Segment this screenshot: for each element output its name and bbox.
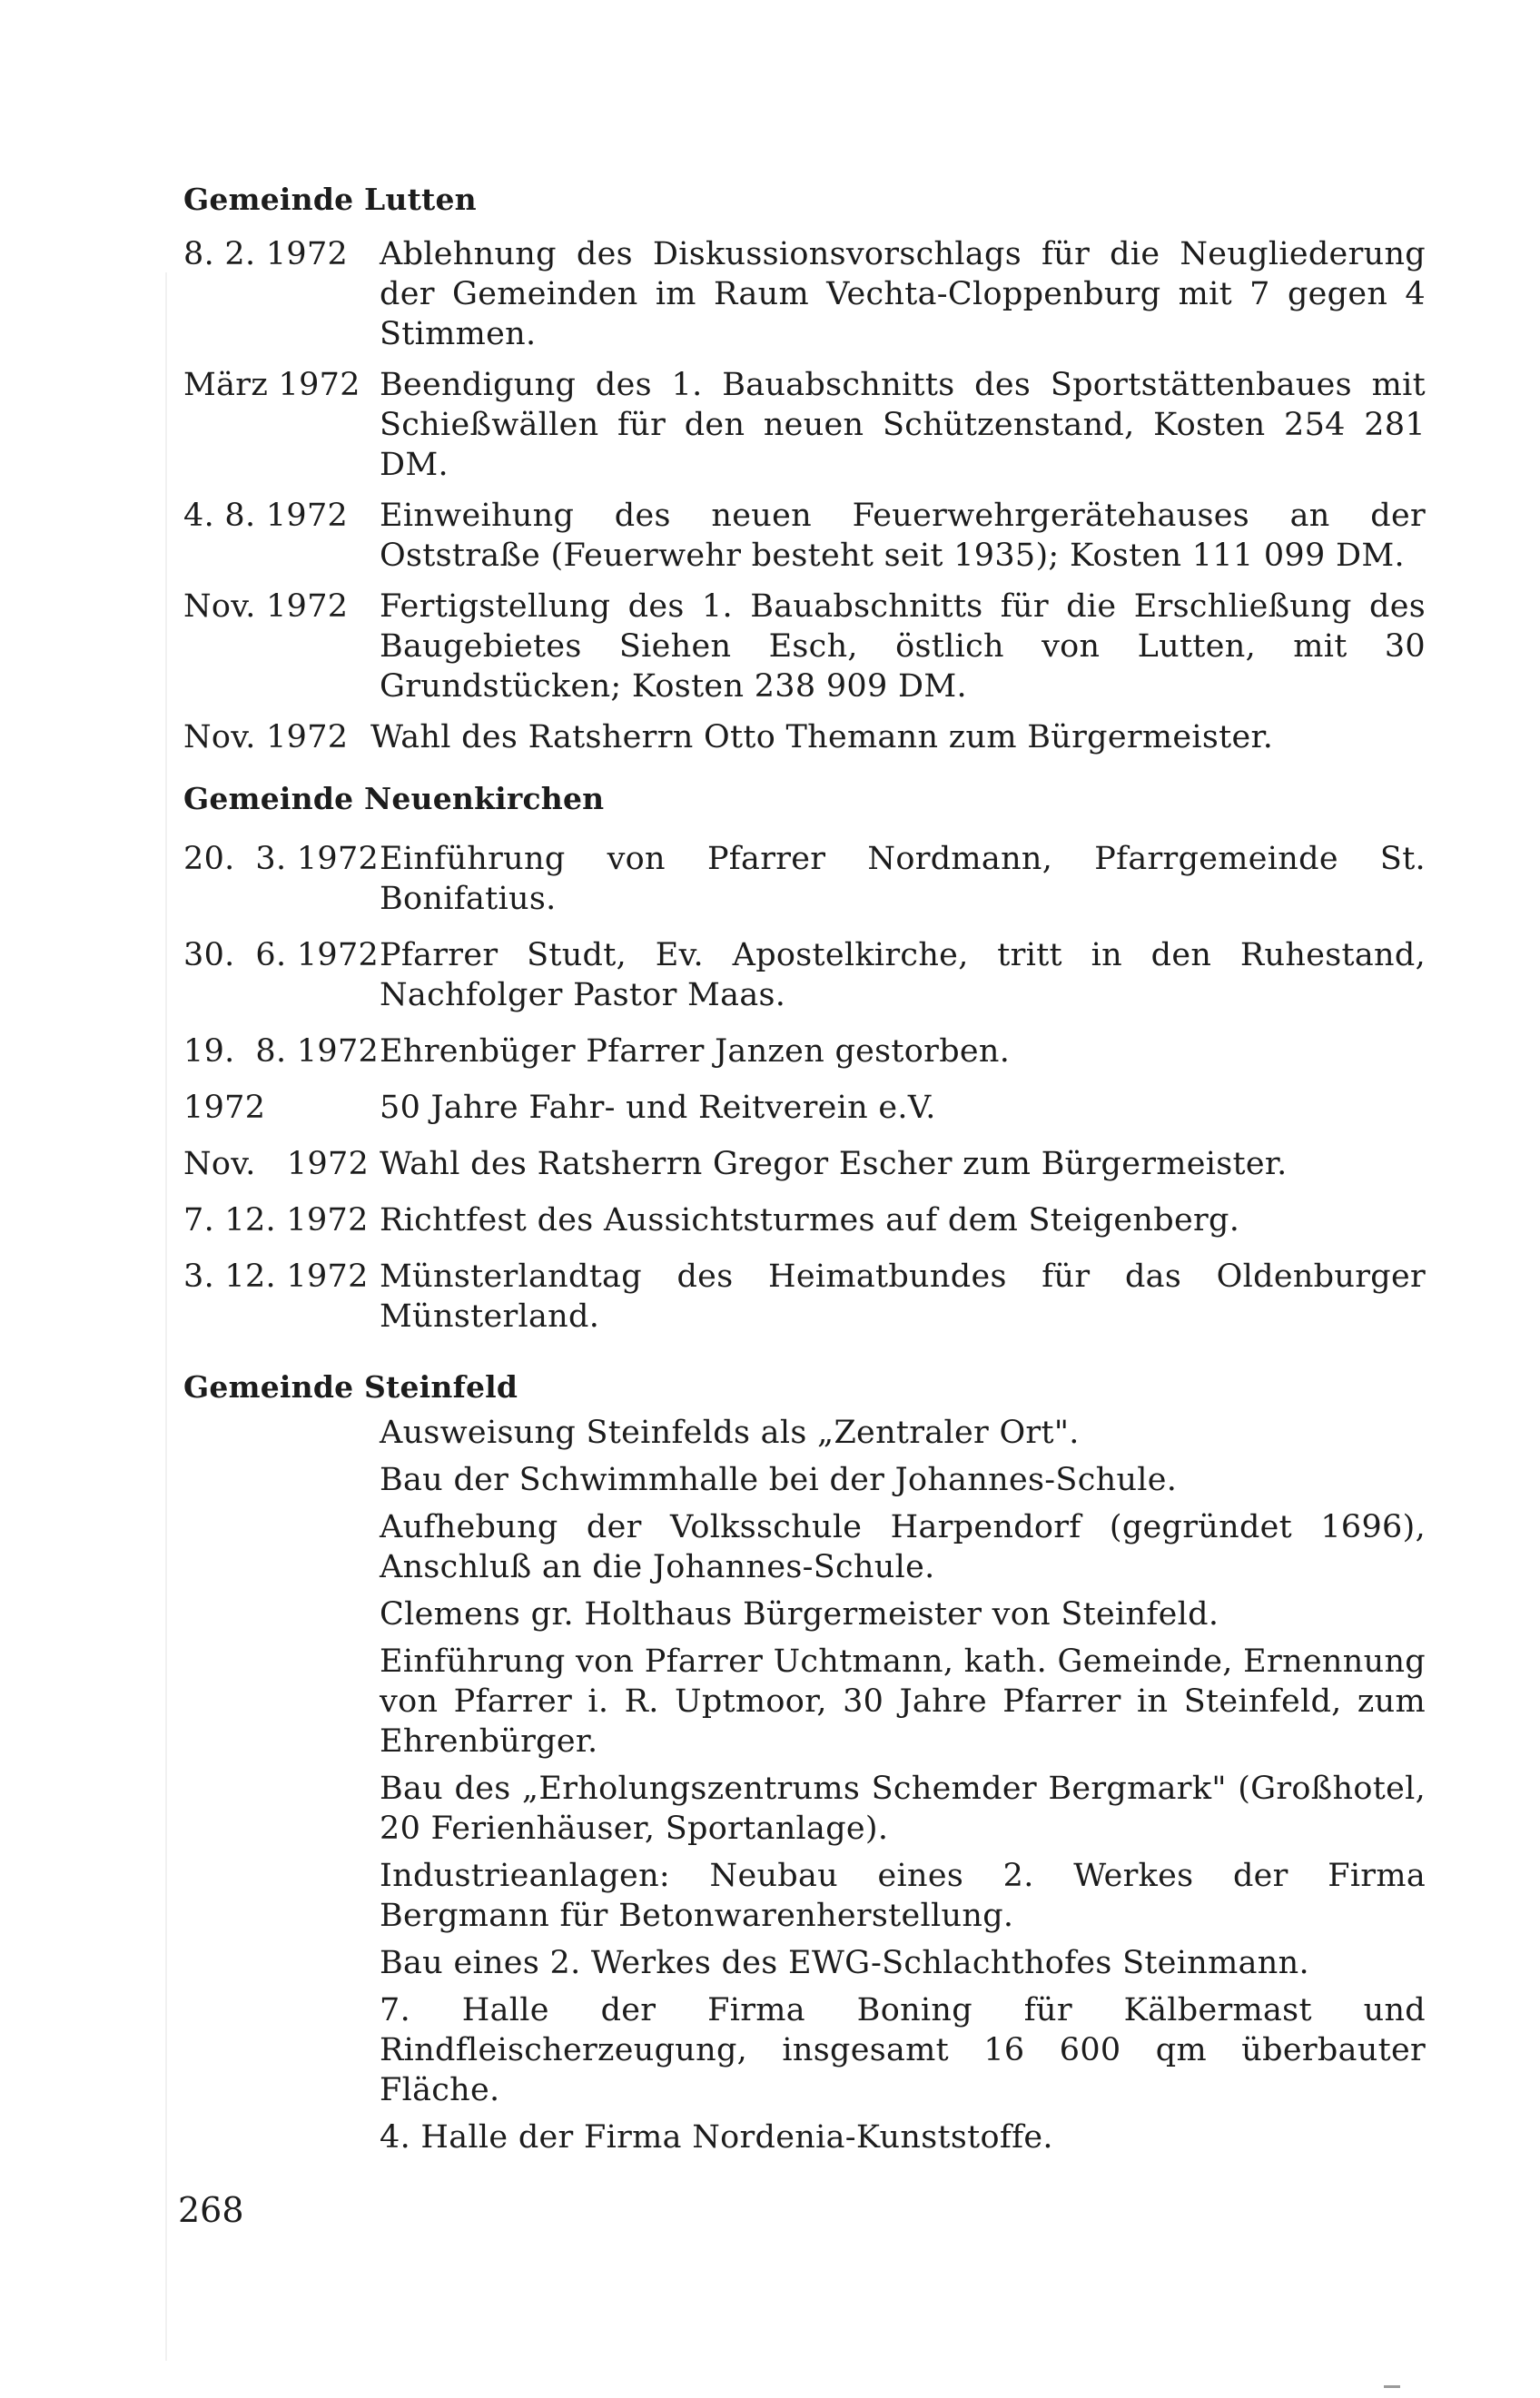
chronicle-entry bbox=[183, 2117, 1426, 2157]
entry-text: Einführung von Pfarrer Nordmann, Pfarrgemeinde St. Bonifatius. bbox=[380, 841, 1426, 917]
chronicle-entry bbox=[183, 717, 1426, 757]
entry-text: Bau der Schwimmhalle bei der Johannes-Schule. bbox=[380, 1462, 1178, 1498]
entry-text: Industrieanlagen: Neubau eines 2. Werkes der Firma Bergmann für Betonwarenherstellung. bbox=[380, 1858, 1426, 1934]
entry-date: 20. 3. 1972 bbox=[183, 841, 380, 877]
entry-text: Ausweisung Steinfelds als „Zentraler Ort". bbox=[380, 1415, 1080, 1451]
entry-text: Münsterlandtag des Heimatbundes für das Oldenburger Münsterland. bbox=[380, 1258, 1426, 1335]
entry-text: Wahl des Ratsherrn Otto Themann zum Bürgermeister. bbox=[370, 719, 1274, 755]
entry-date: 4. 8. 1972 bbox=[183, 498, 349, 534]
chronicle-entry bbox=[183, 1769, 1426, 1849]
entry-date: 30. 6. 1972 bbox=[183, 937, 380, 973]
entry-text: Wahl des Ratsherrn Gregor Escher zum Bürgermeister. bbox=[380, 1146, 1288, 1182]
section-gemeinde-steinfeld bbox=[183, 1366, 1426, 2165]
entry-text: Einweihung des neuen Feuerwehrgerätehauses an der Oststraße (Feuerwehr besteht seit 1935); Kosten 111 099 DM. bbox=[380, 498, 1426, 574]
entry-date: 1972 bbox=[183, 1090, 266, 1126]
chronicle-entry bbox=[183, 587, 1426, 706]
entry-text: 7. Halle der Firma Boning für Kälbermast und Rindfleischerzeugung, insgesamt 16 600 qm überbauter Fläche. bbox=[380, 1992, 1426, 2108]
entry-date: 3. 12. 1972 bbox=[183, 1258, 369, 1295]
entry-date: März 1972 bbox=[183, 367, 360, 403]
entry-date: Nov. 1972 bbox=[183, 1146, 370, 1182]
chronicle-entry bbox=[183, 1642, 1426, 1761]
entry-text: Fertigstellung des 1. Bauabschnitts für die Erschließung des Baugebietes Siehen Esch, östlich von Lutten, mit 30 Grundstücken; Kosten 238 909 DM. bbox=[380, 588, 1426, 705]
chronicle-entry bbox=[183, 1088, 1426, 1128]
entry-date: 7. 12. 1972 bbox=[183, 1202, 369, 1238]
page-number: 268 bbox=[178, 2190, 244, 2230]
entry-text: Ehrenbüger Pfarrer Janzen gestorben. bbox=[380, 1033, 1011, 1070]
entry-text: 50 Jahre Fahr- und Reitverein e.V. bbox=[380, 1090, 936, 1126]
chronicle-entry bbox=[183, 1507, 1426, 1587]
entry-text: Pfarrer Studt, Ev. Apostelkirche, tritt in den Ruhestand, Nachfolger Pastor Maas. bbox=[380, 937, 1426, 1013]
chronicle-entry bbox=[183, 1413, 1426, 1453]
section-gemeinde-neuenkirchen bbox=[183, 777, 1426, 1347]
chronicle-entry bbox=[183, 1031, 1426, 1071]
entry-text: Aufhebung der Volksschule Harpendorf (gegründet 1696), Anschluß an die Johannes-Schule. bbox=[380, 1509, 1426, 1585]
scan-gutter-shadow bbox=[165, 272, 167, 2361]
section-gemeinde-lutten bbox=[183, 178, 1426, 768]
entry-text: 4. Halle der Firma Nordenia-Kunststoffe. bbox=[380, 2119, 1053, 2156]
chronicle-entry bbox=[183, 1943, 1426, 1983]
scan-artifact bbox=[1384, 2385, 1400, 2388]
chronicle-entry bbox=[183, 1856, 1426, 1936]
section-heading: Gemeinde Steinfeld bbox=[183, 1369, 518, 1405]
section-heading: Gemeinde Neuenkirchen bbox=[183, 781, 605, 816]
entry-text: Einführung von Pfarrer Uchtmann, kath. Gemeinde, Ernennung von Pfarrer i. R. Uptmoor, 30 Jahre Pfarrer in Steinfeld, zum Ehrenbürger. bbox=[380, 1643, 1426, 1760]
chronicle-entry bbox=[183, 1990, 1426, 2110]
chronicle-entry bbox=[183, 365, 1426, 485]
chronicle-entry bbox=[183, 234, 1426, 354]
chronicle-entry bbox=[183, 839, 1426, 919]
entry-date: 8. 2. 1972 bbox=[183, 236, 349, 272]
entry-text: Clemens gr. Holthaus Bürgermeister von Steinfeld. bbox=[380, 1596, 1219, 1633]
chronicle-entry bbox=[183, 1144, 1426, 1184]
section-heading: Gemeinde Lutten bbox=[183, 182, 477, 217]
entry-date: Nov. 1972 bbox=[183, 588, 349, 625]
entry-text: Ablehnung des Diskussionsvorschlags für die Neugliederung der Gemeinden im Raum Vechta-Cloppenburg mit 7 gegen 4 Stimmen. bbox=[380, 236, 1426, 352]
entry-text: Bau des „Erholungszentrums Schemder Bergmark" (Großhotel, 20 Ferienhäuser, Sportanlage). bbox=[380, 1771, 1426, 1847]
chronicle-entry bbox=[183, 1200, 1426, 1240]
entry-text: Richtfest des Aussichtsturmes auf dem Steigenberg. bbox=[380, 1202, 1240, 1238]
entry-date: Nov. 1972 bbox=[183, 719, 349, 755]
chronicle-entry bbox=[183, 1460, 1426, 1500]
chronicle-entry bbox=[183, 935, 1426, 1015]
chronicle-entry bbox=[183, 1257, 1426, 1337]
entry-text: Bau eines 2. Werkes des EWG-Schlachthofes Steinmann. bbox=[380, 1945, 1309, 1981]
chronicle-entry bbox=[183, 496, 1426, 576]
entry-text: Beendigung des 1. Bauabschnitts des Sportstättenbaues mit Schießwällen für den neuen Schützenstand, Kosten 254 281 DM. bbox=[380, 367, 1426, 483]
entry-date: 19. 8. 1972 bbox=[183, 1033, 380, 1070]
chronicle-entry bbox=[183, 1594, 1426, 1634]
